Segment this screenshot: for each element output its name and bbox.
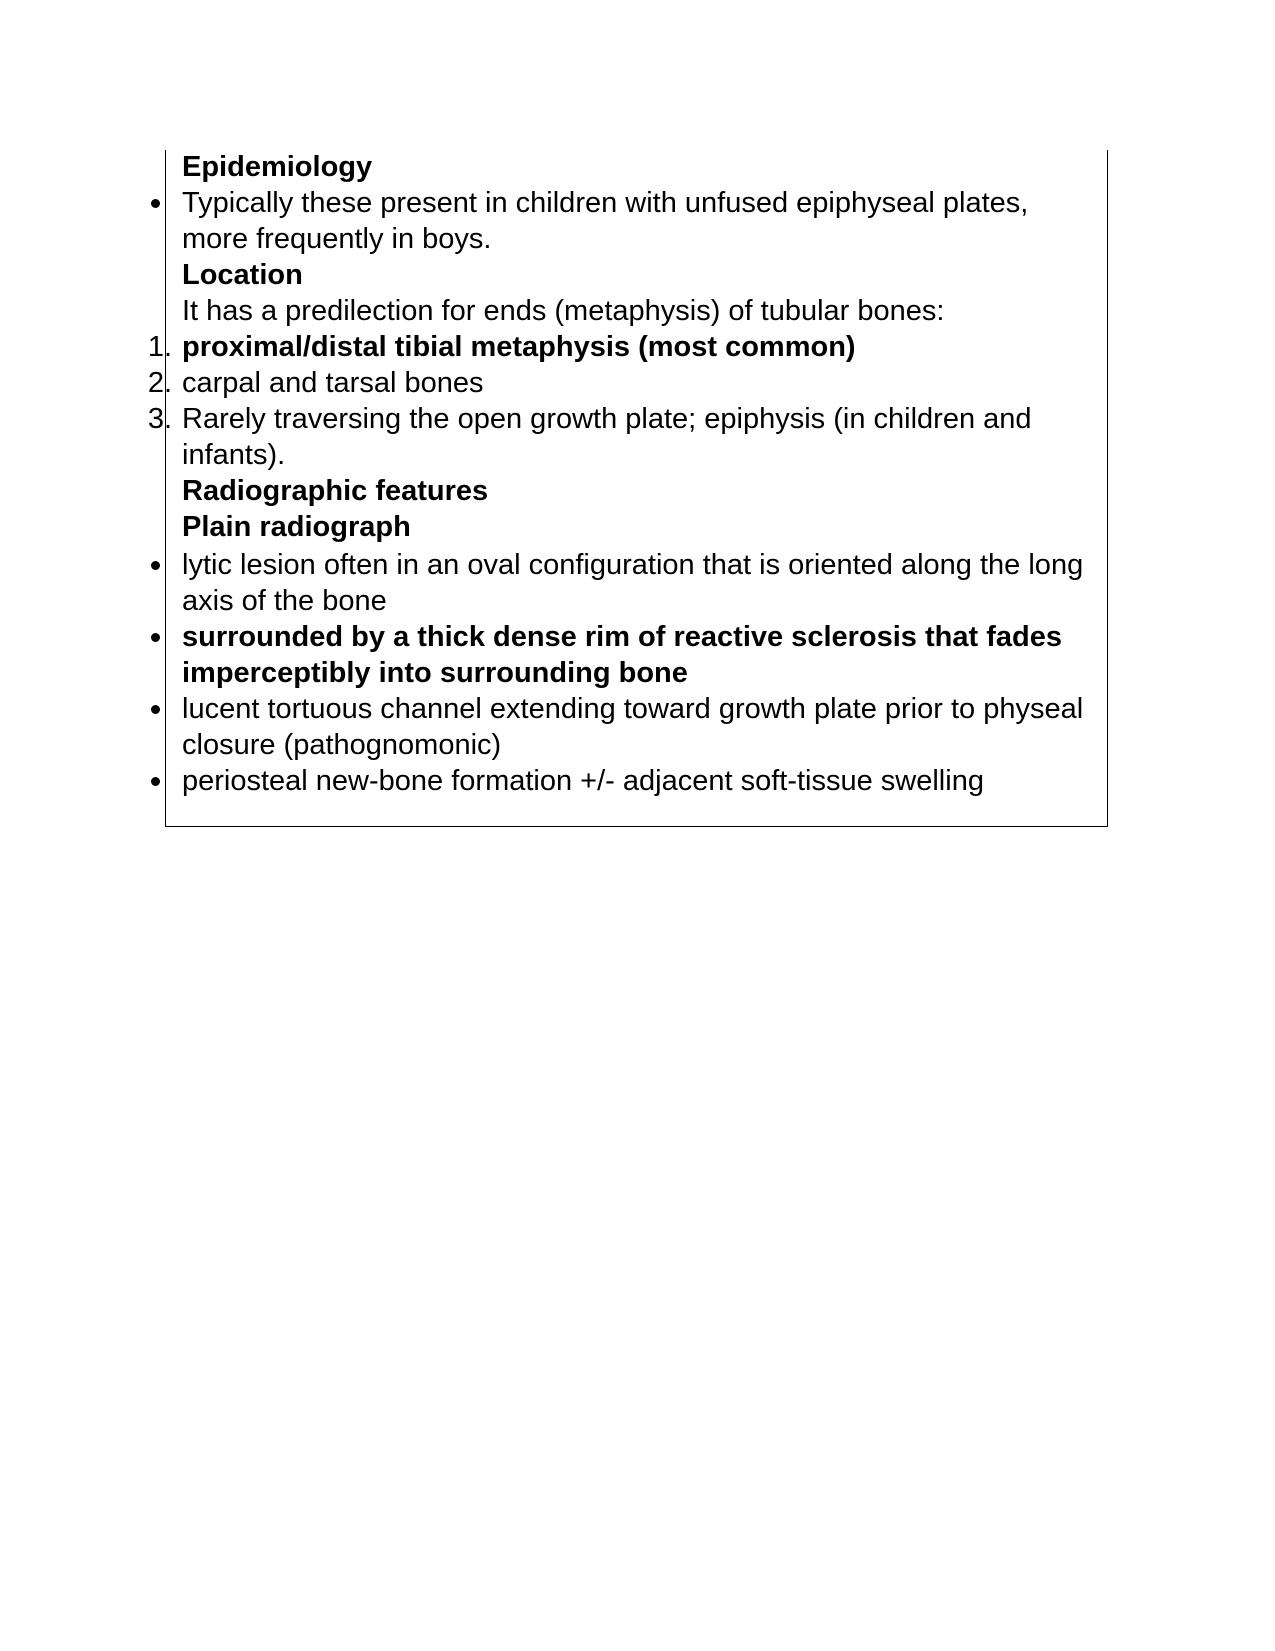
list-item xyxy=(182,547,1102,619)
text-box-content xyxy=(147,149,1102,799)
epidemiology-heading: Epidemiology xyxy=(182,151,373,183)
bullet-icon xyxy=(151,633,160,642)
plain-radiograph-heading: Plain radiograph xyxy=(182,511,411,543)
location-item-text: proximal/distal tibial metaphysis (most common) xyxy=(182,331,856,363)
list-item xyxy=(147,365,1102,401)
bullet-icon xyxy=(151,777,160,786)
bullet-icon xyxy=(151,199,160,208)
location-intro: It has a predilection for ends (metaphysis) of tubular bones: xyxy=(182,295,945,327)
radiograph-bullet-text: lucent tortuous channel extending toward growth plate prior to physeal closure (pathognomonic) xyxy=(182,693,1084,761)
list-item xyxy=(182,185,1102,257)
list-item xyxy=(182,763,1102,799)
radiographic-heading: Radiographic features xyxy=(182,475,489,507)
location-item-text: carpal and tarsal bones xyxy=(182,367,484,399)
list-item xyxy=(182,619,1102,691)
epidemiology-bullet-text: Typically these present in children with unfused epiphyseal plates, more frequently in boys. xyxy=(182,187,1029,255)
radiograph-bullet-text: periosteal new-bone formation +/- adjacent soft-tissue swelling xyxy=(182,765,984,797)
bullet-icon xyxy=(151,705,160,714)
location-heading: Location xyxy=(182,259,303,291)
list-item xyxy=(147,329,1102,365)
list-number: 3. xyxy=(147,403,172,435)
list-item xyxy=(147,401,1102,473)
list-number: 2. xyxy=(147,367,172,399)
bullet-icon xyxy=(151,561,160,570)
radiograph-bullet-text: lytic lesion often in an oval configuration that is oriented along the long axis of the bone xyxy=(182,549,1084,617)
radiograph-bullet-text: surrounded by a thick dense rim of reactive sclerosis that fades imperceptibly into surrounding bone xyxy=(182,621,1062,689)
location-item-text: Rarely traversing the open growth plate; epiphysis (in children and infants). xyxy=(182,403,1032,471)
list-item xyxy=(182,691,1102,763)
list-number: 1. xyxy=(147,331,172,363)
